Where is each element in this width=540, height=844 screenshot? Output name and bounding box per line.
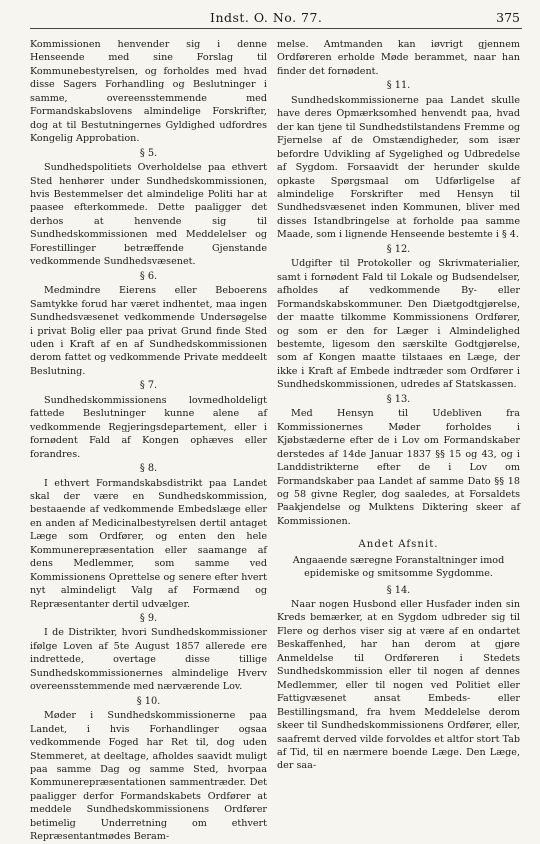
section-heading-10: § 10. <box>136 695 161 707</box>
section-13-text: Med Hensyn til Udebliven fra Kommissionernes Møder forholdes i Kjøbstæderne efter de i Lov om Formandskaber derstedes af 14de Januar 1837 §§ 15 og 43, og i Landdistrikterne efter de i Lov om Formandskaber paa Landet af samme Dato §§ 18 og 58 givne Regler, dog saaledes, at Forsaldets Paakjendelse og Mulktens Diktering skeer af Kommissionen. <box>277 408 520 527</box>
running-title: Indst. O. No. 77. <box>210 10 323 25</box>
section-heading-6: § 6. <box>139 270 158 282</box>
page-number: 375 <box>496 10 520 25</box>
section-heading-9: § 9. <box>139 613 158 625</box>
left-column <box>30 38 267 844</box>
section-10-text: Møder i Sundhedskommissionerne paa Landet, i hvis Forhandlinger ogsaa vedkommende Foged har Ret til, dog uden Stemmeret, at deeltage, afholdes saavidt muligt paa samme Dag og samme Sted, hvorpaa Kommunerepræsentationen sammentræder. Det paaligger derfor Formandskabets Ordfører at meddele Sundhedskommissionens Ordfører betimelig Underretning om ethvert Repræsentantmødes Beram- <box>30 710 267 843</box>
section-14-text: Naar nogen Husbond eller Husfader inden sin Kreds bemærker, at en Sygdom udbreder sig til Flere og derhos viser sig at være af en ondartet Beskaffenhed, har han derom at gjøre Anmeldelse til Ordføreren i Stedets Sundhedskommission eller til nogen af dennes Medlemmer, eller til nogen ved Politiet eller Fattigvæsenet ansat Embeds- eller Bestillingsmand, fra hvem Meddelelse derom skeer til Sundhedskommissionens Ordfører, eller, saafremt derved vilde forvoldes et altfor stort Tab af Tid, til en nærmere boende Læge. Den Læge, der saa- <box>277 599 521 772</box>
section-heading-11: § 11. <box>386 80 411 92</box>
section-heading-7: § 7. <box>139 380 158 392</box>
section-heading-5: § 5. <box>139 147 158 159</box>
section-6-text: Medmindre Eierens eller Beboerens Samtykke forud har været indhentet, maa ingen Sundhedsvæsenet vedkommende Undersøgelse i privat Bolig eller paa privat Grund finde Sted uden i Kraft af en af Sundhedskommissionen derom fattet og vedkommende Private meddeelt Beslutning. <box>30 285 267 377</box>
part-title: Andet Afsnit. <box>358 539 439 551</box>
section-7-text: Sundhedskommissionens lovmedholdeligt fattede Beslutninger kunne alene af vedkommende Regjeringsdepartement, eller i fornødent Fald af Kongen ophæves eller forandres. <box>30 394 267 460</box>
section-heading-8: § 8. <box>139 463 158 475</box>
right-column <box>277 38 520 773</box>
section-9-text: I de Distrikter, hvori Sundhedskommissioner ifølge Loven af 5te August 1857 allerede ere indrettede, overtage disse tillige Sundhedskommissionernes almindelige Hverv overeensstemmende med nærværende Lov. <box>30 627 267 693</box>
section-11-text: Sundhedskommissionerne paa Landet skulle have deres Opmærksomhed henvendt paa, hvad der kan tjene til Sundhedstilstandens Fremme og Fjernelse af de Omstændigheder, som især befordre Udvikling af Sygelighed og Udbredelse af Sygdom. Forsaavidt der herunder skulde opkaste Spørgsmaal om Udførligelse af almindelige Forskrifter med Hensyn til Sundhedsvæsenet inden Kommunen, bliver med disses Istandbringelse at forholde paa samme Maade, som i lignende Henseende bestemte i § 4. <box>277 94 520 241</box>
section-heading-13: § 13. <box>386 393 411 405</box>
section-12-text: Udgifter til Protokoller og Skrivmaterialier, samt i fornødent Fald til Lokale og Budsendelser, afholdes af vedkommende By- eller Formandskabskommuner. Den Diætgodtgjørelse, der maatte tilkomme Kommissionens Ordfører, og som er den for Læger i Almindelighed bestemte, ligesom den særskilte Godtgjørelse, som af Kongen maatte tilstaaes en Læge, der ikke i Kraft af Embede indtræder som Ordfører i Sundhedskommissionen, udredes af Statskassen. <box>277 258 520 391</box>
paragraph-intro: Kommissionen henvender sig i denne Henseende med sine Forslag til Kommunebestyrelsen, og forholdes med hvad disse Sagers Forhandling og Beslutninger i samme, overeensstemmende med Formandskabslovens almindelige Forskrifter, dog at til Bestutningernes Gyldighed udfordres Kongelig Approbation. <box>30 39 267 145</box>
part-subtitle: Angaaende særegne Foranstaltninger imod epidemiske og smitsomme Sygdomme. <box>292 554 505 580</box>
section-8-text: I ethvert Formandskabsdistrikt paa Landet skal der være en Sundhedskommission, bestaaende af vedkommende Embedslæge eller en anden af Medicinalbestyrelsen dertil antaget Læge som Ordfører, og enten den hele Kommunerepræsentation eller saamange af dens Medlemmer, som samme ved Kommissionens Oprettelse og senere efter hvert nyt almindeligt Valg af Formænd og Repræsentanter dertil udvælger. <box>30 477 267 610</box>
paragraph-continued: melse. Amtmanden kan iøvrigt gjennem Ordføreren erholde Møde berammet, naar han finder det fornødent. <box>277 39 520 77</box>
section-5-text: Sundhedspolitiets Overholdelse paa ethvert Sted henhører under Sundhedskommissionen, hvis Bestemmelser det almindelige Politi har at paasee efterkommede. Dette paaligger det derhos at henvende sig til Sundhedskommissionen med Meddelelser og Forestillinger betræffende Gjenstande vedkommende Sundhedsvæsenet. <box>30 162 267 268</box>
page-header <box>30 8 522 29</box>
section-heading-12: § 12. <box>386 243 411 255</box>
section-heading-14: § 14. <box>386 584 411 596</box>
